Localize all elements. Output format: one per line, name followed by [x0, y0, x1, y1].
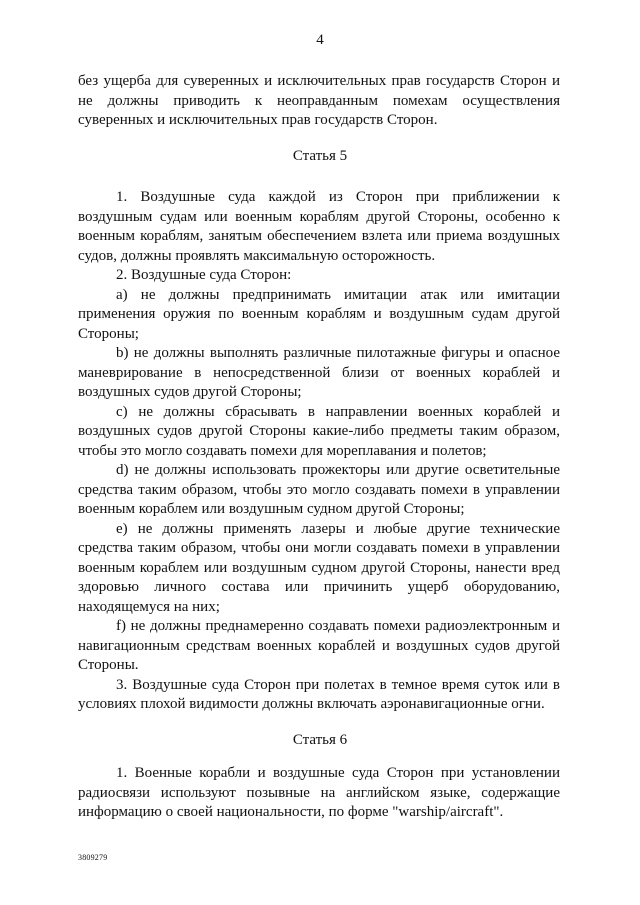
- article-5-heading: Статья 5: [292, 148, 348, 164]
- article-5-body: [78, 188, 560, 715]
- article-5-item-a: а) не должны предпринимать имитации атак или имитации применения оружия по военным кораблям и воздушным судам другой Стороны;: [78, 286, 560, 342]
- article-5-paragraph-2: 2. Воздушные суда Сторон:: [116, 267, 292, 283]
- article-6-paragraph-1: 1. Военные корабли и воздушные суда Сторон при установлении радиосвязи используют позывные на английском языке, содержащие информацию о своей национальности, по форме "warship/aircraft".: [78, 765, 560, 820]
- article-6-body: [78, 764, 560, 823]
- article-5-item-b: b) не должны выполнять различные пилотажные фигуры и опасное маневрирование в непосредственной близи от военных кораблей и воздушных судов другой Стороны;: [78, 345, 560, 400]
- article-6-heading: Статья 6: [292, 732, 348, 748]
- article-5-item-c: с) не должны сбрасывать в направлении военных кораблей и воздушных судов другой Стороны какие-либо предметы таким образом, чтобы это могло создавать помехи для мореплавания и полетов;: [78, 403, 560, 459]
- intro-paragraph: без ущерба для суверенных и исключительных прав государств Сторон и не должны приводить к неоправданным помехам осуществления суверенных и исключительных прав государств Сторон.: [78, 73, 560, 128]
- page-number: 4: [316, 32, 324, 48]
- article-5-item-e: е) не должны применять лазеры и любые другие технические средства таким образом, чтобы они могли создавать помехи в управлении военным кораблем или воздушным судном другой Стороны, нанести вред здоровью личного состава или причинить ущерб оборудованию, находящемуся на них;: [78, 520, 560, 615]
- article-5-paragraph-3: 3. Воздушные суда Сторон при полетах в темное время суток или в условиях плохой видимости должны включать аэронавигационные огни.: [78, 676, 560, 712]
- article-5-item-f: f) не должны преднамеренно создавать помехи радиоэлектронным и навигационным средствам военных кораблей и воздушных судов другой Стороны.: [78, 618, 560, 673]
- document-code: 3809279: [78, 853, 108, 862]
- article-5-paragraph-1: 1. Воздушные суда каждой из Сторон при приближении к воздушным судам или военным кораблям другой Стороны, особенно к военным кораблям, занятым обеспечением взлета или приема воздушных судов, должны проявлять максимальную осторожность.: [78, 189, 560, 264]
- intro-paragraph-block: [78, 72, 560, 131]
- article-5-item-d: d) не должны использовать прожекторы или другие осветительные средства таким образом, чтобы это могло создавать помехи в управлении военным кораблем или воздушным судном другой Стороны;: [78, 462, 560, 517]
